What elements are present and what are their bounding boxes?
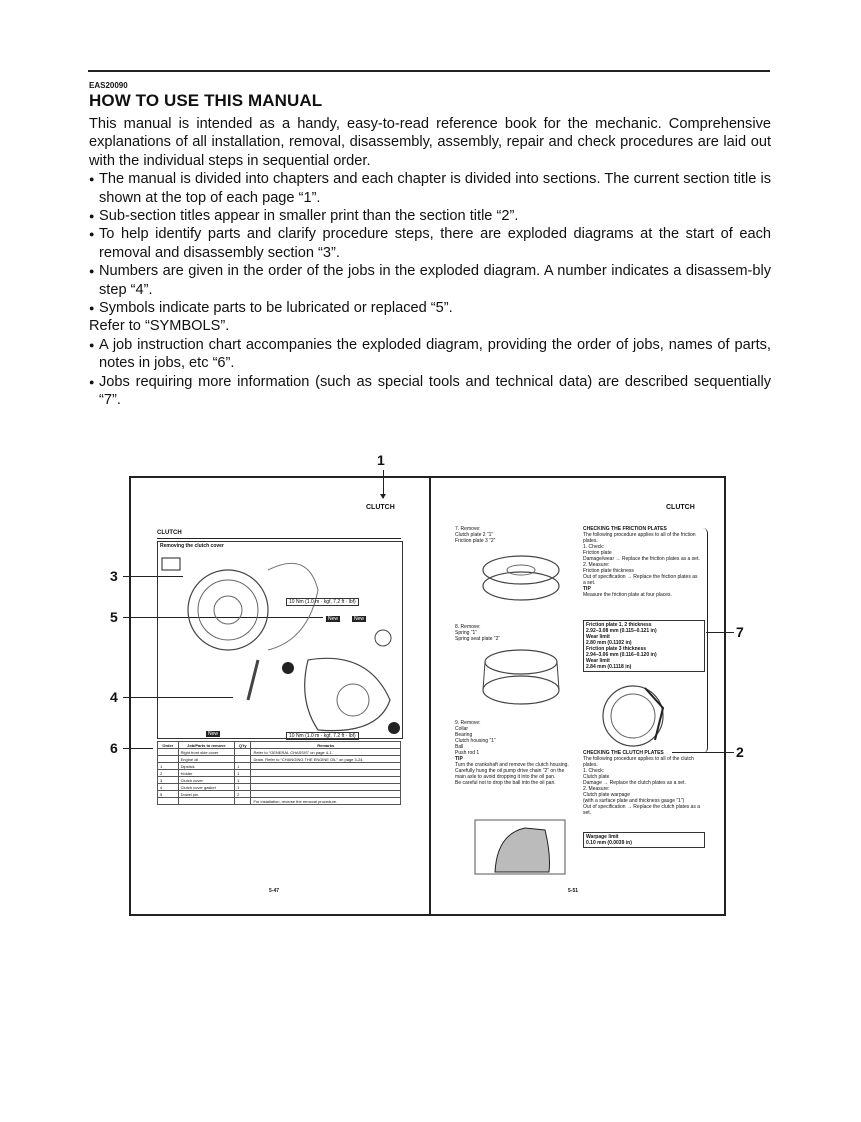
page-number: 5-47 <box>269 888 280 894</box>
bullet-item: ● To help identify parts and clarify procedure steps, there are exploded diagrams at the start of each removal and disassembly section “3”. <box>89 226 771 261</box>
friction-plate-measure-illustration <box>593 678 693 748</box>
body-text <box>89 115 771 410</box>
sub-section-title: CHECKING THE CLUTCH PLATES <box>583 750 664 756</box>
list-item: Collar <box>455 726 469 732</box>
tip-label: TIP <box>455 756 463 762</box>
spring-illustration <box>471 646 571 708</box>
checking-friction-plates: CHECKING THE FRICTION PLATES The following procedure applies to all of the friction plates. 1. Check: Friction plate Damage/wear → Replace the friction plates as a set. 2. Measure: Friction plate thickness Out of specification → Replace the friction plates as a set. TIP Measure the friction plate at four places. <box>583 526 700 598</box>
sub-section-title: CHECKING THE FRICTION PLATES <box>583 526 667 532</box>
table-row: 2 Holder 1 <box>158 770 401 777</box>
list-item: Spring “1” <box>455 630 477 636</box>
exploded-diagram <box>157 541 403 739</box>
top-rule <box>88 70 770 72</box>
step-7: 7. Remove: Clutch plate 2 “1” Friction plate 3 “2” <box>455 526 575 544</box>
spec-box: Friction plate 1, 2 thickness 2.92–3.08 mm (0.115–0.121 in) Wear limit 2.80 mm (0.1102 in) Friction plate 3 thickness 2.94–3.06 mm (0.116–0.120 in) Wear limit 2.84 mm (0.1118 in) <box>583 620 705 672</box>
callout-3: 3 <box>110 568 118 584</box>
step-9: 9. Remove: Collar Bearing Clutch housing “1” Ball Push rod 1 TIP Turn the crankshaft and remove the clutch housing. Carefully hung the oil pump drive chain “2” on the main axle to avoid dropping it into the oil pan. Be careful not to drop the ball into the oil pan. <box>455 720 575 786</box>
list-item: Bearing <box>455 732 473 738</box>
list-item: Clutch housing “1” <box>455 738 496 744</box>
right-header: CLUTCH <box>666 504 695 511</box>
table-row: For installation, reverse the removal procedure. <box>158 798 401 805</box>
list-item: Spring seat plate “2” <box>455 636 501 642</box>
warpage-spec-box: Warpage limit 0.10 mm (0.0039 in) <box>583 832 705 848</box>
column-header: Q'ty <box>235 742 251 749</box>
list-item: Turn the crankshaft and remove the clutch housing. <box>455 762 569 768</box>
job-instruction-chart <box>157 741 401 805</box>
torque-spec: 10 Nm (1.0 m · kgf, 7.2 ft · lbf) <box>286 732 359 740</box>
example-spread-figure <box>129 476 726 916</box>
left-section-title: CLUTCH <box>157 530 182 536</box>
table-row: Engine oil Drain. Refer to “CHANGING THE ENGINE OIL” on page 3-24. <box>158 756 401 763</box>
page-title: HOW TO USE THIS MANUAL <box>89 91 323 110</box>
bullet-item: ● Jobs requiring more information (such as special tools and technical data) are described sequentially “7”. <box>89 373 771 409</box>
list-item: Friction plate 3 “2” <box>455 538 496 544</box>
list-item: Push rod 1 <box>455 750 480 756</box>
table-row: 5 Dowel pin 2 <box>158 791 401 798</box>
left-header: CLUTCH <box>366 504 395 511</box>
callout-7: 7 <box>736 624 744 640</box>
new-badge: New <box>354 616 365 622</box>
callout-5: 5 <box>110 609 118 625</box>
list-item: Ball <box>455 744 464 750</box>
table-row: 3 Clutch cover 1 <box>158 777 401 784</box>
callout-6: 6 <box>110 740 118 756</box>
bracket <box>703 528 708 753</box>
callout-1: 1 <box>377 452 385 468</box>
new-badge: New <box>328 616 339 622</box>
table-row: 4 Clutch cover gasket 1 <box>158 784 401 791</box>
page-divider <box>429 478 431 914</box>
callout-4: 4 <box>110 689 118 705</box>
checking-clutch-plates: CHECKING THE CLUTCH PLATES The following procedure applies to all of the clutch plates. 1. Check: Clutch plate Damage → Replace the clutch plates as a set. 2. Measure: Clutch plate warpage (with a surface plate and thickness gauge “1”) Out of specification → Replace the clutch plates as a set. <box>583 750 701 816</box>
table-header-row <box>158 742 401 749</box>
clutch-cover-illustration <box>158 550 402 738</box>
section-code: EAS20090 <box>89 81 128 90</box>
step-8: 8. Remove: Spring “1” Spring seat plate “2” <box>455 624 575 642</box>
bullet-item: ● The manual is divided into chapters and each chapter is divided into sections. The current section title is shown at the top of each page “1”. <box>89 171 771 206</box>
table-row: Right front side cover Refer to “GENERAL CHASSIS” on page 4-1. <box>158 749 401 756</box>
new-badge: New <box>208 731 219 737</box>
column-header: Order <box>158 742 179 749</box>
column-header: Job/Parts to remove <box>178 742 234 749</box>
list-item: Carefully hung the oil pump drive chain “2” on the main axle to avoid dropping it into the oil pan. <box>455 768 565 780</box>
bullet-item: ● Symbols indicate parts to be lubricated or replaced “5”. <box>89 300 453 317</box>
intro-paragraph: This manual is intended as a handy, easy-to-read reference book for the mechanic. Comprehensive explanations of all installation, removal, disassembly, assembly, repair and check procedures are laid out with the individual steps in sequential order. <box>89 116 771 169</box>
column-header: Remarks <box>251 742 401 749</box>
bullet-item: ● A job instruction chart accompanies the exploded diagram, providing the order of jobs, names of parts, notes in jobs, etc “6”. <box>89 336 771 372</box>
bullet-item: ● Numbers are given in the order of the jobs in the exploded diagram. A number indicates a disassem-bly step “4”. <box>89 263 771 298</box>
list-item: Be careful not to drop the ball into the oil pan. <box>455 780 556 786</box>
bullet-item: ● Sub-section titles appear in smaller print than the section title “2”. <box>89 208 519 225</box>
page-number: 5-51 <box>568 888 579 894</box>
clutch-housing-illustration <box>465 814 575 878</box>
subsection-title: Removing the clutch cover <box>160 543 224 549</box>
table-row: 1 Dipstick 1 <box>158 763 401 770</box>
torque-spec: 10 Nm (1.0 m · kgf, 7.2 ft · lbf) <box>286 598 359 606</box>
callout-2: 2 <box>736 744 744 760</box>
rule <box>157 538 401 539</box>
refer-line: Refer to “SYMBOLS”. <box>89 318 230 335</box>
list-item: Clutch plate 2 “1” <box>455 532 494 538</box>
clutch-plate-illustration <box>471 550 571 608</box>
